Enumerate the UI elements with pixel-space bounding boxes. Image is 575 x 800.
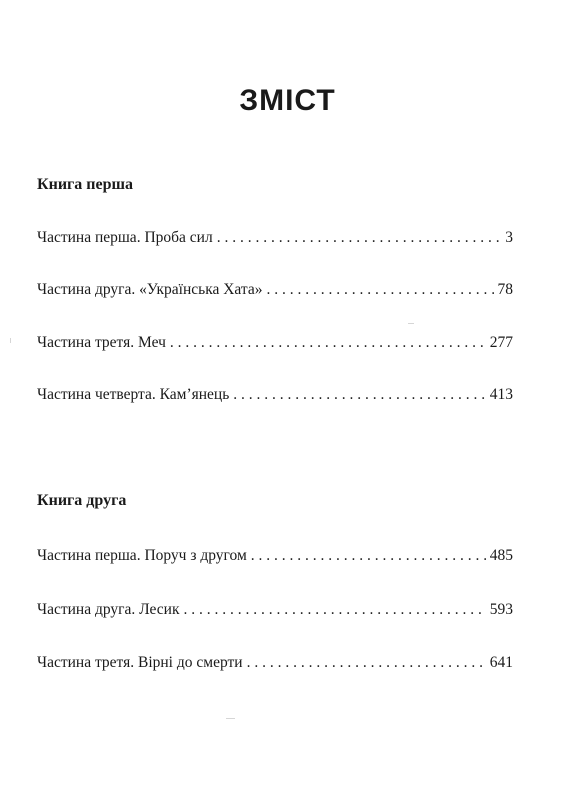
page-title: ЗМІСТ xyxy=(239,84,336,117)
toc-entry[interactable] xyxy=(37,280,513,300)
toc-entry-title: Частина друга. Лесик xyxy=(37,601,180,618)
toc-entry[interactable] xyxy=(37,600,513,620)
scan-speck xyxy=(408,323,414,324)
toc-entry-title: Частина перша. Поруч з другом xyxy=(37,547,247,564)
dot-leader xyxy=(251,546,486,566)
dot-leader xyxy=(267,280,494,300)
toc-entry-page: 485 xyxy=(489,547,513,564)
toc-entry-page: 3 xyxy=(505,229,513,246)
scan-speck xyxy=(10,338,11,343)
dot-leader xyxy=(217,228,502,248)
toc-entry[interactable] xyxy=(37,653,513,673)
dot-leader xyxy=(233,385,485,405)
toc-entry[interactable] xyxy=(37,546,513,566)
toc-entry[interactable] xyxy=(37,385,513,405)
toc-entry-page: 78 xyxy=(497,281,513,298)
toc-entry-title: Частина третя. Меч xyxy=(37,334,166,351)
toc-entry-page: 593 xyxy=(489,601,513,618)
book-heading-2: Книга друга xyxy=(37,492,127,509)
toc-entry-title: Частина друга. «Українська Хата» xyxy=(37,281,263,298)
book-heading-1: Книга перша xyxy=(37,176,134,193)
scan-speck xyxy=(226,718,235,719)
dot-leader xyxy=(247,653,486,673)
dot-leader xyxy=(170,333,486,353)
toc-entry-title: Частина третя. Вірні до смерти xyxy=(37,654,243,671)
toc-entry-page: 641 xyxy=(489,654,513,671)
dot-leader xyxy=(184,600,486,620)
toc-entry-page: 277 xyxy=(489,334,513,351)
toc-entry-title: Частина четверта. Кам’янець xyxy=(37,386,230,403)
toc-entry[interactable] xyxy=(37,333,513,353)
toc-entry-title: Частина перша. Проба сил xyxy=(37,229,213,246)
toc-entry[interactable] xyxy=(37,228,513,248)
toc-entry-page: 413 xyxy=(489,386,513,403)
